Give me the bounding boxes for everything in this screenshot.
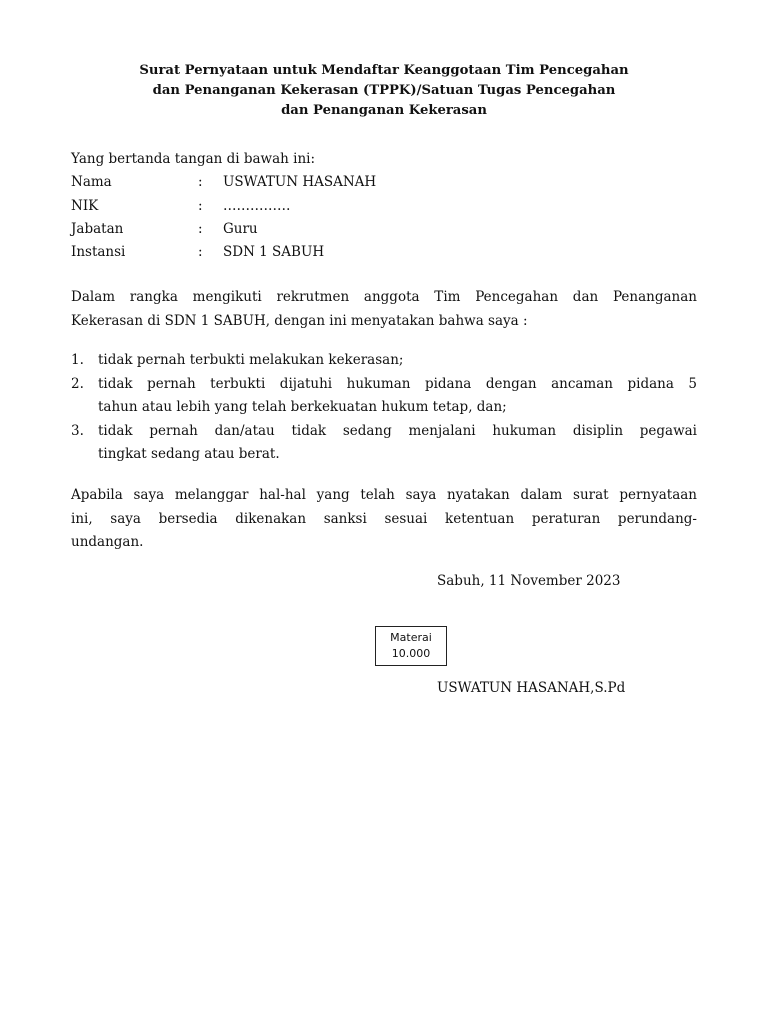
statement-item-1 <box>71 349 697 373</box>
identity-label: NIK <box>71 198 99 214</box>
identity-colon: : <box>198 244 203 260</box>
paragraph-sanction <box>71 484 697 555</box>
title-line-3: dan Penanganan Kekerasan <box>281 103 487 118</box>
statement-item-3 <box>71 420 697 467</box>
statement-number: 1. <box>71 352 84 368</box>
title-line-2: dan Penanganan Kekerasan (TPPK)/Satuan Tugas Pencegahan <box>152 83 616 98</box>
place-date: Sabuh, 11 November 2023 <box>437 573 621 589</box>
identity-value: Guru <box>223 221 258 237</box>
statement-number: 3. <box>71 422 84 439</box>
paragraph-line: ini, saya bersedia dikenakan sanksi sesuai ketentuan peraturan perundang- <box>71 510 697 527</box>
statement-item-2 <box>71 373 697 420</box>
title-line-1: Surat Pernyataan untuk Mendaftar Keanggotaan Tim Pencegahan <box>139 63 629 78</box>
stamp-value: 10.000 <box>391 647 431 660</box>
paragraph-line: Kekerasan di SDN 1 SABUH, dengan ini menyatakan bahwa saya : <box>71 312 528 329</box>
statement-line: tingkat sedang atau berat. <box>98 446 280 462</box>
identity-label: Nama <box>71 174 112 190</box>
identity-colon: : <box>198 174 203 190</box>
statement-list <box>71 349 697 467</box>
statement-line: tidak pernah terbukti dijatuhi hukuman pidana dengan ancaman pidana 5 <box>98 375 697 392</box>
identity-colon: : <box>198 221 203 237</box>
intro-text: Yang bertanda tangan di bawah ini: <box>71 151 316 167</box>
statement-line: tidak pernah dan/atau tidak sedang menjalani hukuman disiplin pegawai <box>98 422 697 439</box>
paragraph-line: undangan. <box>71 534 144 550</box>
identity-value: USWATUN HASANAH <box>223 174 377 190</box>
paragraph-recruitment <box>71 286 697 333</box>
statement-line: tidak pernah terbukti melakukan kekerasan; <box>98 352 404 368</box>
identity-label: Jabatan <box>71 221 124 237</box>
document-title <box>60 61 708 121</box>
statement-number: 2. <box>71 375 84 392</box>
stamp-label: Materai <box>390 631 432 644</box>
statement-line: tahun atau lebih yang telah berkekuatan hukum tetap, dan; <box>98 399 507 415</box>
materai-stamp-box <box>375 626 447 666</box>
paragraph-line: Dalam rangka mengikuti rekrutmen anggota Tim Pencegahan dan Penanganan <box>71 289 697 305</box>
identity-label: Instansi <box>71 244 126 260</box>
identity-value: …………… <box>223 198 291 214</box>
signer-name: USWATUN HASANAH,S.Pd <box>437 680 626 696</box>
identity-value: SDN 1 SABUH <box>223 244 325 260</box>
paragraph-line: Apabila saya melanggar hal-hal yang telah saya nyatakan dalam surat pernyataan <box>71 487 697 503</box>
identity-colon: : <box>198 198 203 214</box>
